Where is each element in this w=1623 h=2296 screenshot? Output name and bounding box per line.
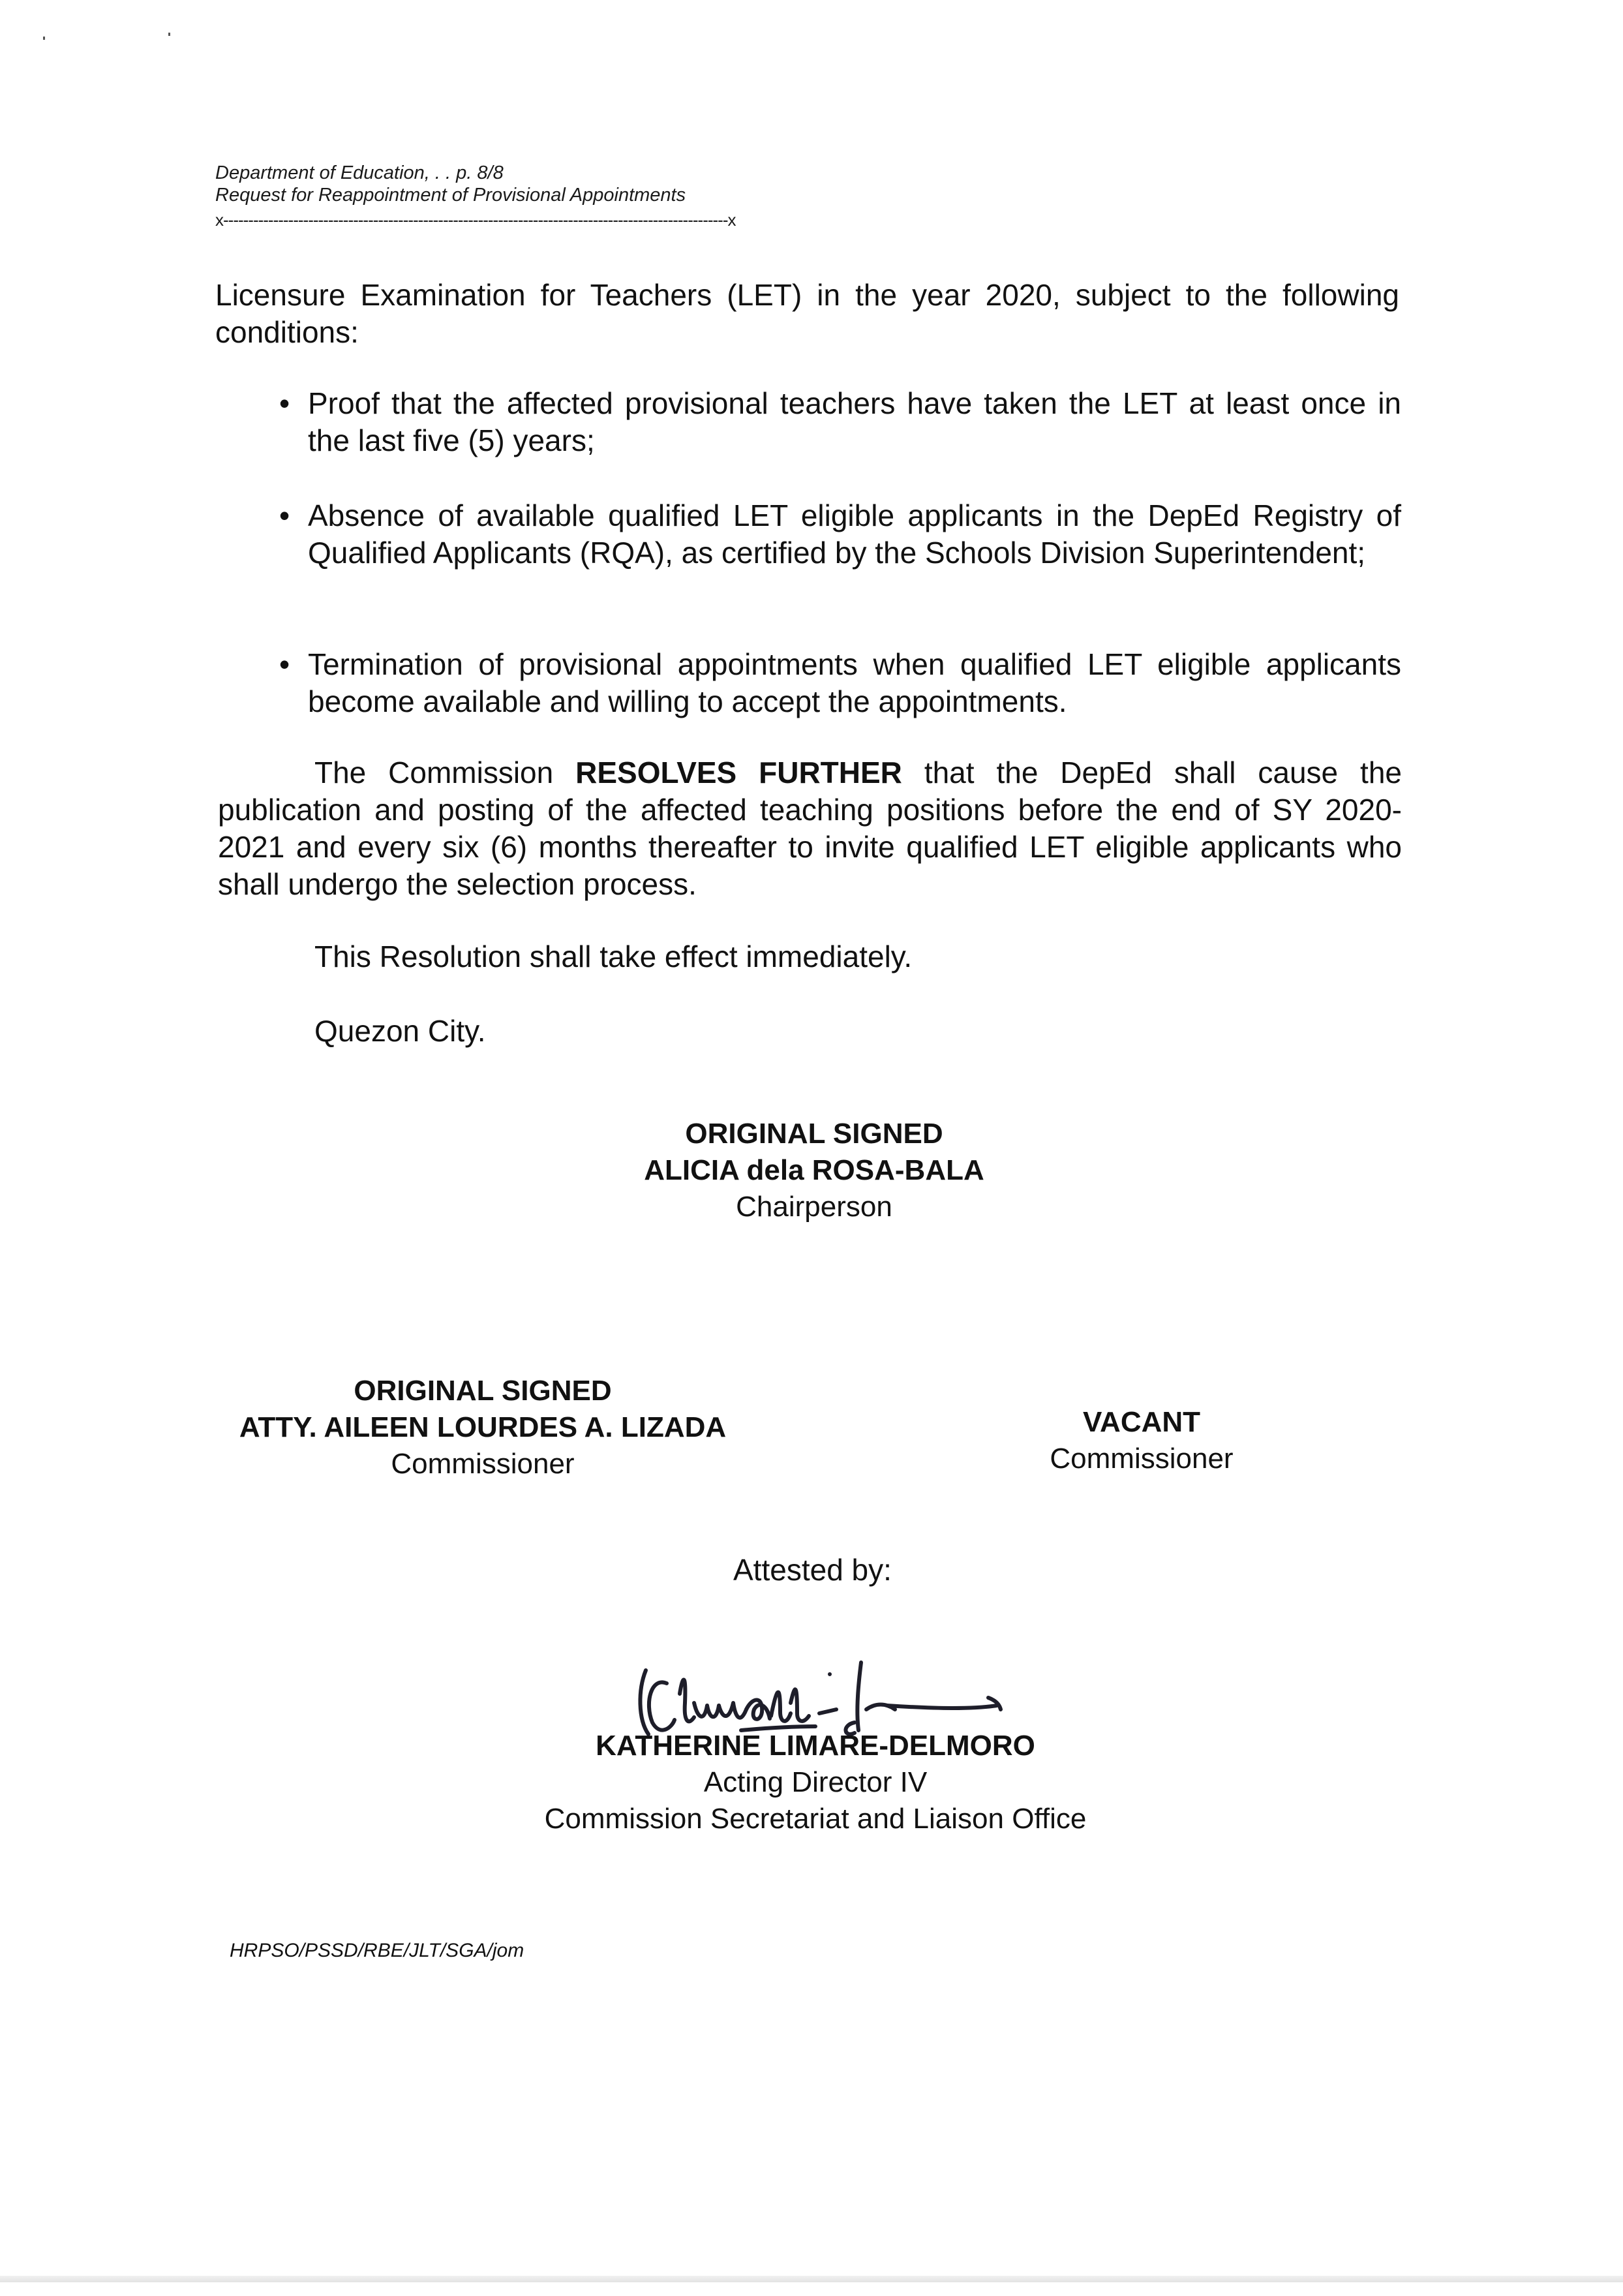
resolves-paragraph [218,754,1402,903]
commissioner-2-title: Commissioner [1050,1443,1234,1475]
intro-paragraph: Licensure Examination for Teachers (LET) in the year 2020, subject to the following conditions: [215,278,1399,349]
commissioner-1-name: ATTY. AILEEN LOURDES A. LIZADA [239,1411,727,1443]
resolves-pre: The Commission [314,756,576,789]
bullet-dot-icon: • [279,386,290,420]
commissioner-1-signature-block [196,1373,770,1482]
condition-text: Absence of available qualified LET eligible applicants in the DepEd Registry of Qualified Applicants (RQA), as certified by the Schools Division Superintendent; [308,498,1401,570]
attested-label: Attested by: [733,1553,892,1587]
header-line-2: Request for Reappointment of Provisional Appointments [215,185,686,206]
condition-text: Proof that the affected provisional teachers have taken the LET at least once in the last five (5) years; [308,386,1401,457]
commissioner-2-signature-block [1011,1404,1272,1477]
running-header [215,162,686,206]
commissioner-1-title: Commissioner [391,1448,575,1480]
commissioner-1-status: ORIGINAL SIGNED [354,1375,612,1407]
chair-signature-block [553,1116,1075,1225]
attester-name: KATHERINE LIMARE-DELMORO [596,1730,1035,1762]
chair-status: ORIGINAL SIGNED [685,1118,943,1150]
reference-initials: HRPSO/PSSD/RBE/JLT/SGA/jom [230,1940,524,1961]
scan-speck [168,33,170,36]
chair-name: ALICIA dela ROSA-BALA [644,1154,984,1186]
header-rule: x-----------------------------------------------------------------------------------------------------x [215,210,736,230]
effect-statement: This Resolution shall take effect immediately. [314,940,913,973]
attester-signature-block [457,1728,1174,1837]
resolves-emphasis: RESOLVES FURTHER [575,756,902,789]
condition-text: Termination of provisional appointments when qualified LET eligible applicants become available and willing to accept the appointments. [308,647,1401,718]
resolves-post: that the DepEd shall cause the publication and posting of the affected teaching positions before the end of SY 2020-2021 and every six (6) months thereafter to invite qualified LET eligible applicants who shall undergo the selection process. [218,756,1402,901]
chair-title: Chairperson [736,1191,892,1223]
header-line-1: Department of Education, . . p. 8/8 [215,162,504,183]
scan-bottom-edge [0,2276,1623,2282]
bullet-dot-icon: • [279,647,290,681]
attester-title: Acting Director IV [703,1766,928,1798]
commissioner-2-status: VACANT [1082,1406,1201,1438]
bullet-dot-icon: • [279,498,290,532]
place-statement: Quezon City. [314,1014,486,1048]
scan-speck [43,37,45,40]
attester-office: Commission Secretariat and Liaison Office [544,1803,1087,1835]
